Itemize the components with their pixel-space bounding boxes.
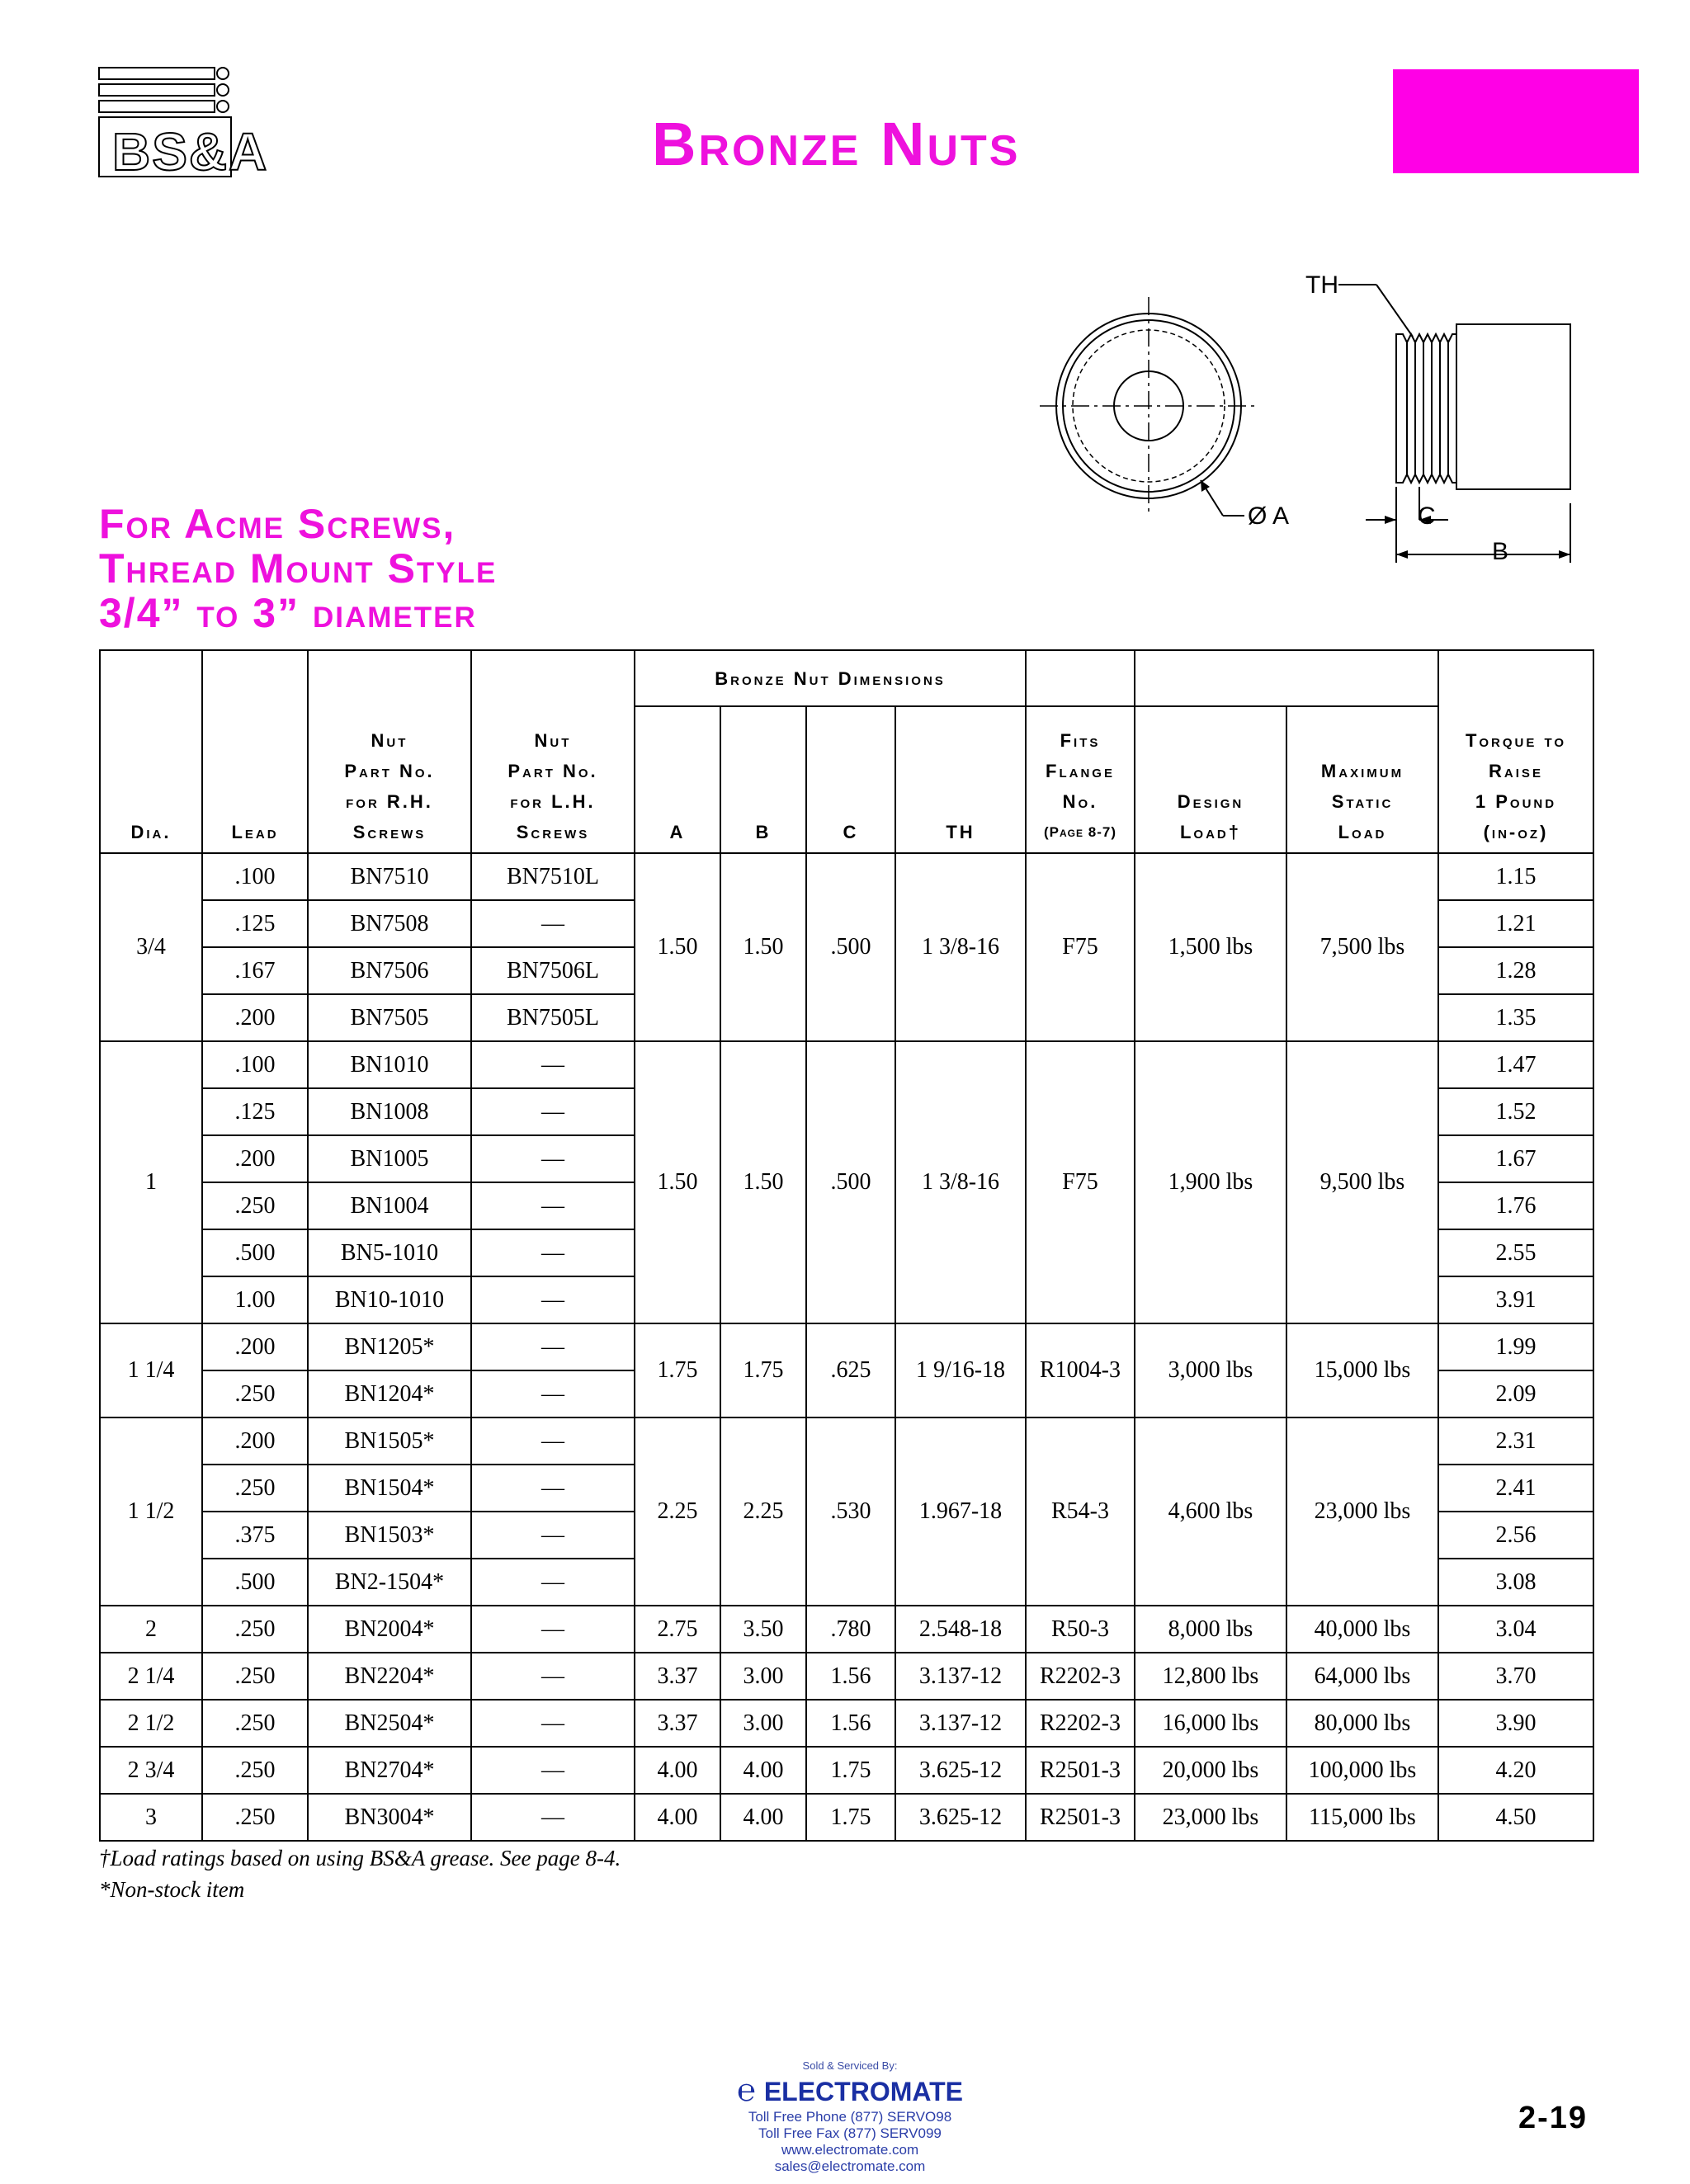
bronze-nut-table <box>99 649 1594 1842</box>
table-row <box>100 1747 1593 1794</box>
cell-flange: R2202-3 <box>1026 1700 1135 1747</box>
cell-lh-part: BN7510L <box>471 853 635 900</box>
cell-design-load: 12,800 lbs <box>1135 1653 1286 1700</box>
cell-lead: .200 <box>202 1323 308 1370</box>
table-row <box>100 853 1593 900</box>
cell-max-load: 9,500 lbs <box>1286 1041 1438 1323</box>
cell-rh-part: BN1204* <box>308 1370 471 1417</box>
cell-lh-part: — <box>471 1465 635 1512</box>
cell-torque: 1.21 <box>1438 900 1593 947</box>
cell-a: 3.37 <box>635 1653 720 1700</box>
cell-rh-part: BN10-1010 <box>308 1276 471 1323</box>
cell-lead: .250 <box>202 1653 308 1700</box>
cell-lead: 1.00 <box>202 1276 308 1323</box>
cell-rh-part: BN3004* <box>308 1794 471 1841</box>
cell-lh-part: BN7506L <box>471 947 635 994</box>
nut-diagram <box>1040 264 1601 573</box>
cell-rh-part: BN1010 <box>308 1041 471 1088</box>
cell-lead: .375 <box>202 1512 308 1559</box>
cell-a: 1.75 <box>635 1323 720 1417</box>
cell-flange: R2501-3 <box>1026 1747 1135 1794</box>
cell-c: .625 <box>806 1323 895 1417</box>
sold-by-label: Sold & Serviced By: <box>802 2059 898 2072</box>
cell-th: 1 9/16-18 <box>895 1323 1026 1417</box>
cell-lh-part: — <box>471 1747 635 1794</box>
cell-rh-part: BN1008 <box>308 1088 471 1135</box>
header-th: TH <box>895 706 1026 853</box>
cell-flange: R2202-3 <box>1026 1653 1135 1700</box>
cell-torque: 1.76 <box>1438 1182 1593 1229</box>
cell-rh-part: BN2504* <box>308 1700 471 1747</box>
cell-lh-part: — <box>471 1606 635 1653</box>
cell-torque: 1.52 <box>1438 1088 1593 1135</box>
section-subtitle: For Acme Screws, Thread Mount Style 3/4” to 3” diameter <box>99 501 498 636</box>
cell-max-load: 40,000 lbs <box>1286 1606 1438 1653</box>
bsa-logo <box>97 66 269 182</box>
cell-lead: .250 <box>202 1606 308 1653</box>
cell-torque: 1.47 <box>1438 1041 1593 1088</box>
header-lh-part: Nut Part No. for L.H. Screws <box>471 650 635 853</box>
cell-torque: 3.90 <box>1438 1700 1593 1747</box>
footnote-load: †Load ratings based on using BS&A grease. See page 8-4. <box>99 1846 621 1870</box>
cell-dia: 3/4 <box>100 853 202 1041</box>
cell-c: 1.56 <box>806 1653 895 1700</box>
cell-lh-part: — <box>471 1229 635 1276</box>
cell-lh-part: — <box>471 1700 635 1747</box>
cell-design-load: 1,500 lbs <box>1135 853 1286 1041</box>
cell-rh-part: BN7508 <box>308 900 471 947</box>
cell-flange: R2501-3 <box>1026 1794 1135 1841</box>
cell-lead: .250 <box>202 1182 308 1229</box>
cell-dia: 1 <box>100 1041 202 1323</box>
header-a: A <box>635 706 720 853</box>
cell-lh-part: — <box>471 1417 635 1465</box>
footnotes <box>99 1842 621 1905</box>
table-row <box>100 1794 1593 1841</box>
cell-torque: 3.08 <box>1438 1559 1593 1606</box>
cell-design-load: 1,900 lbs <box>1135 1041 1286 1323</box>
cell-torque: 3.04 <box>1438 1606 1593 1653</box>
header-torque: Torque to Raise 1 Pound (in-oz) <box>1438 650 1593 853</box>
cell-torque: 1.35 <box>1438 994 1593 1041</box>
cell-b: 3.50 <box>720 1606 806 1653</box>
cell-torque: 2.56 <box>1438 1512 1593 1559</box>
cell-rh-part: BN1504* <box>308 1465 471 1512</box>
cell-rh-part: BN2204* <box>308 1653 471 1700</box>
cell-flange: R50-3 <box>1026 1606 1135 1653</box>
cell-lh-part: — <box>471 1512 635 1559</box>
cell-max-load: 115,000 lbs <box>1286 1794 1438 1841</box>
cell-torque: 2.31 <box>1438 1417 1593 1465</box>
cell-dia: 2 1/4 <box>100 1653 202 1700</box>
cell-rh-part: BN2004* <box>308 1606 471 1653</box>
cell-torque: 3.91 <box>1438 1276 1593 1323</box>
header-flange: Fits Flange No. (Page 8-7) <box>1026 706 1135 853</box>
cell-rh-part: BN2704* <box>308 1747 471 1794</box>
cell-b: 3.00 <box>720 1700 806 1747</box>
cell-b: 4.00 <box>720 1794 806 1841</box>
cell-a: 4.00 <box>635 1794 720 1841</box>
cell-lead: .100 <box>202 1041 308 1088</box>
page-number: 2-19 <box>1518 2101 1589 2135</box>
cell-lead: .500 <box>202 1229 308 1276</box>
cell-th: 1 3/8-16 <box>895 1041 1026 1323</box>
cell-max-load: 100,000 lbs <box>1286 1747 1438 1794</box>
cell-rh-part: BN7506 <box>308 947 471 994</box>
cell-torque: 4.20 <box>1438 1747 1593 1794</box>
cell-flange: F75 <box>1026 1041 1135 1323</box>
label-dia-a: Ø A <box>1248 502 1290 530</box>
cell-lead: .125 <box>202 1088 308 1135</box>
header-blank-flange <box>1026 650 1135 706</box>
cell-design-load: 20,000 lbs <box>1135 1747 1286 1794</box>
cell-design-load: 3,000 lbs <box>1135 1323 1286 1417</box>
cell-rh-part: BN5-1010 <box>308 1229 471 1276</box>
cell-max-load: 7,500 lbs <box>1286 853 1438 1041</box>
cell-rh-part: BN1503* <box>308 1512 471 1559</box>
cell-a: 3.37 <box>635 1700 720 1747</box>
cell-design-load: 8,000 lbs <box>1135 1606 1286 1653</box>
cell-lh-part: — <box>471 1088 635 1135</box>
cell-lead: .500 <box>202 1559 308 1606</box>
table-row <box>100 1323 1593 1370</box>
cell-b: 1.75 <box>720 1323 806 1417</box>
section-tab <box>1393 69 1639 173</box>
cell-lead: .200 <box>202 994 308 1041</box>
cell-lh-part: — <box>471 1276 635 1323</box>
cell-max-load: 80,000 lbs <box>1286 1700 1438 1747</box>
cell-rh-part: BN1205* <box>308 1323 471 1370</box>
cell-design-load: 4,600 lbs <box>1135 1417 1286 1606</box>
cell-th: 3.137-12 <box>895 1700 1026 1747</box>
cell-rh-part: BN1004 <box>308 1182 471 1229</box>
cell-dia: 2 3/4 <box>100 1747 202 1794</box>
label-th: TH <box>1305 271 1338 299</box>
cell-dia: 1 1/2 <box>100 1417 202 1606</box>
cell-torque: 4.50 <box>1438 1794 1593 1841</box>
svg-text:BS&A: BS&A <box>112 122 269 182</box>
cell-dia: 3 <box>100 1794 202 1841</box>
electromate-brand: ℮ ELECTROMATE <box>737 2073 963 2108</box>
cell-torque: 1.67 <box>1438 1135 1593 1182</box>
cell-torque: 2.55 <box>1438 1229 1593 1276</box>
cell-torque: 3.70 <box>1438 1653 1593 1700</box>
cell-b: 2.25 <box>720 1417 806 1606</box>
cell-lh-part: — <box>471 1135 635 1182</box>
header-rh-part: Nut Part No. for R.H. Screws <box>308 650 471 853</box>
cell-c: .500 <box>806 1041 895 1323</box>
cell-flange: R54-3 <box>1026 1417 1135 1606</box>
cell-b: 1.50 <box>720 853 806 1041</box>
cell-torque: 2.41 <box>1438 1465 1593 1512</box>
label-c: C <box>1418 502 1436 530</box>
cell-c: .500 <box>806 853 895 1041</box>
cell-rh-part: BN1505* <box>308 1417 471 1465</box>
cell-lead: .200 <box>202 1417 308 1465</box>
cell-c: .530 <box>806 1417 895 1606</box>
cell-th: 1 3/8-16 <box>895 853 1026 1041</box>
cell-lh-part: — <box>471 1323 635 1370</box>
cell-lead: .250 <box>202 1465 308 1512</box>
cell-rh-part: BN7510 <box>308 853 471 900</box>
cell-b: 4.00 <box>720 1747 806 1794</box>
cell-c: .780 <box>806 1606 895 1653</box>
cell-th: 1.967-18 <box>895 1417 1026 1606</box>
cell-lead: .250 <box>202 1747 308 1794</box>
footer-fax: Toll Free Fax (877) SERV099 <box>758 2125 942 2141</box>
cell-lh-part: — <box>471 900 635 947</box>
cell-rh-part: BN1005 <box>308 1135 471 1182</box>
cell-max-load: 23,000 lbs <box>1286 1417 1438 1606</box>
cell-lead: .250 <box>202 1794 308 1841</box>
table-row <box>100 1417 1593 1465</box>
cell-a: 2.75 <box>635 1606 720 1653</box>
footer-phone: Toll Free Phone (877) SERVO98 <box>748 2109 952 2125</box>
cell-c: 1.56 <box>806 1700 895 1747</box>
cell-torque: 1.15 <box>1438 853 1593 900</box>
table-row <box>100 1653 1593 1700</box>
cell-flange: F75 <box>1026 853 1135 1041</box>
table-row <box>100 1041 1593 1088</box>
cell-rh-part: BN2-1504* <box>308 1559 471 1606</box>
cell-dia: 1 1/4 <box>100 1323 202 1417</box>
cell-lh-part: — <box>471 1794 635 1841</box>
header-b: B <box>720 706 806 853</box>
cell-lh-part: — <box>471 1041 635 1088</box>
label-b: B <box>1492 538 1509 565</box>
cell-torque: 1.28 <box>1438 947 1593 994</box>
footer-email-link[interactable]: sales@electromate.com <box>774 2158 926 2174</box>
cell-design-load: 23,000 lbs <box>1135 1794 1286 1841</box>
cell-a: 1.50 <box>635 1041 720 1323</box>
cell-lead: .167 <box>202 947 308 994</box>
cell-design-load: 16,000 lbs <box>1135 1700 1286 1747</box>
header-dia: Dia. <box>100 650 202 853</box>
cell-a: 4.00 <box>635 1747 720 1794</box>
cell-th: 3.137-12 <box>895 1653 1026 1700</box>
cell-c: 1.75 <box>806 1794 895 1841</box>
header-dimensions-group: Bronze Nut Dimensions <box>635 650 1026 706</box>
electromate-logo-icon: ℮ <box>737 2073 756 2108</box>
page-title: Bronze Nuts <box>652 110 1021 178</box>
cell-lh-part: — <box>471 1559 635 1606</box>
cell-lh-part: — <box>471 1653 635 1700</box>
cell-a: 1.50 <box>635 853 720 1041</box>
cell-b: 3.00 <box>720 1653 806 1700</box>
cell-lh-part: — <box>471 1182 635 1229</box>
cell-max-load: 15,000 lbs <box>1286 1323 1438 1417</box>
cell-a: 2.25 <box>635 1417 720 1606</box>
cell-c: 1.75 <box>806 1747 895 1794</box>
header-c: C <box>806 706 895 853</box>
cell-rh-part: BN7505 <box>308 994 471 1041</box>
cell-lh-part: — <box>471 1370 635 1417</box>
header-lead: Lead <box>202 650 308 853</box>
cell-lh-part: BN7505L <box>471 994 635 1041</box>
table-row <box>100 1700 1593 1747</box>
cell-dia: 2 1/2 <box>100 1700 202 1747</box>
cell-lead: .125 <box>202 900 308 947</box>
cell-b: 1.50 <box>720 1041 806 1323</box>
table-row <box>100 1606 1593 1653</box>
cell-max-load: 64,000 lbs <box>1286 1653 1438 1700</box>
distributor-footer <box>701 2059 998 2175</box>
cell-dia: 2 <box>100 1606 202 1653</box>
header-blank-load <box>1135 650 1438 706</box>
footer-web-link[interactable]: www.electromate.com <box>781 2142 919 2158</box>
cell-lead: .250 <box>202 1700 308 1747</box>
cell-th: 3.625-12 <box>895 1794 1026 1841</box>
cell-th: 3.625-12 <box>895 1747 1026 1794</box>
cell-th: 2.548-18 <box>895 1606 1026 1653</box>
cell-flange: R1004-3 <box>1026 1323 1135 1417</box>
cell-torque: 1.99 <box>1438 1323 1593 1370</box>
cell-torque: 2.09 <box>1438 1370 1593 1417</box>
cell-lead: .100 <box>202 853 308 900</box>
cell-lead: .200 <box>202 1135 308 1182</box>
footnote-stock: *Non-stock item <box>99 1877 245 1902</box>
header-max-load: Maximum Static Load <box>1286 706 1438 853</box>
cell-lead: .250 <box>202 1370 308 1417</box>
header-design-load: Design Load† <box>1135 706 1286 853</box>
